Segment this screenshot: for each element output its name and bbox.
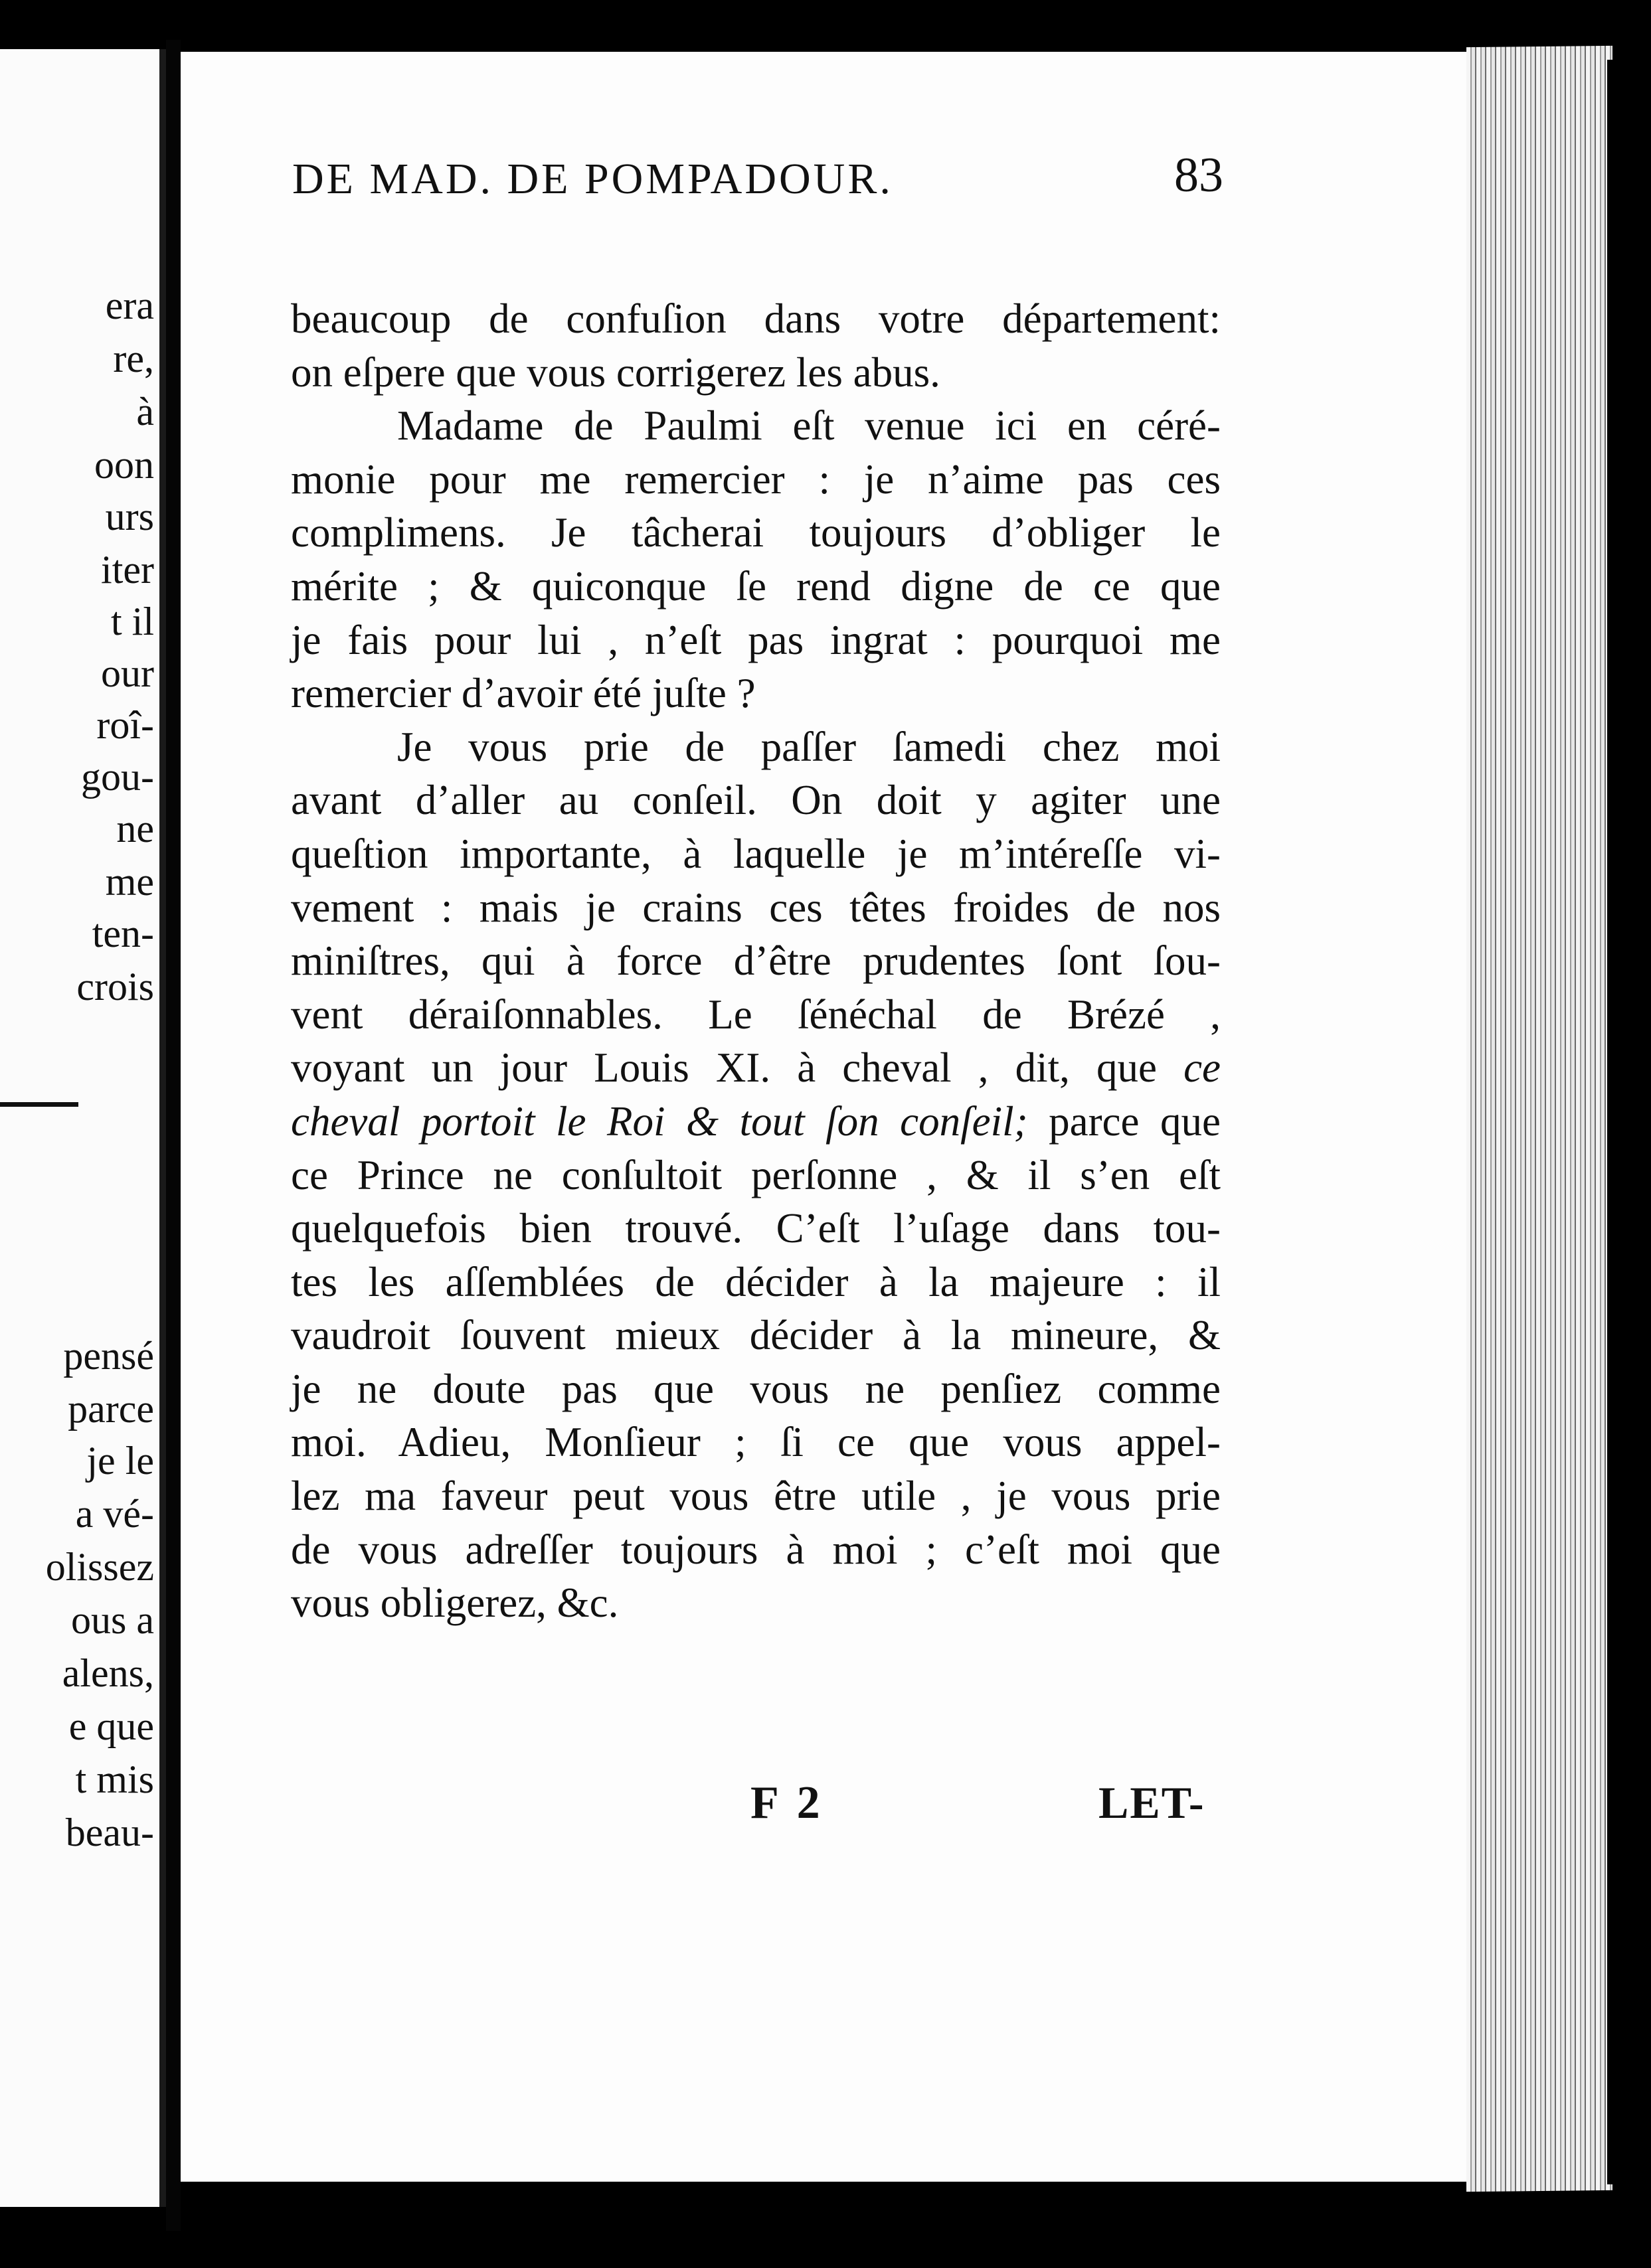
text-line: je ne doute pas que vous ne penſiez comme: [291, 1365, 1221, 1412]
left-page-fragment: je le: [86, 1439, 154, 1483]
text-line: ce Prince ne conſultoit perſonne , & il s’en eſt: [291, 1151, 1221, 1198]
text-line: queſtion importante, à laquelle je m’intéreſſe vi-: [291, 830, 1221, 877]
left-page-fragment: crois: [76, 965, 154, 1009]
left-page-fragment: oon: [94, 443, 154, 487]
text-line: vous obligerez, &c.: [291, 1580, 619, 1627]
text-line: vent déraiſonnables. Le ſénéchal de Brézé ,: [291, 991, 1221, 1038]
left-page-fragment: e que: [68, 1704, 154, 1748]
left-page-fragment: t il: [110, 600, 154, 643]
page-edges: [1466, 46, 1612, 2192]
text-line: je fais pour lui , n’eſt pas ingrat : pourquoi me: [291, 616, 1221, 663]
text-line: complimens. Je tâcherai toujours d’obliger le: [291, 509, 1221, 556]
text-line: lez ma faveur peut vous être utile , je vous prie: [291, 1473, 1221, 1520]
left-page-fragment: parce: [68, 1387, 154, 1431]
text-line: vement : mais je crains ces têtes froides de nos: [291, 884, 1221, 931]
left-page-fragment: olissez: [45, 1545, 154, 1589]
left-page: [0, 49, 166, 2207]
catchword: LET-: [1098, 1777, 1205, 1828]
left-page-fragment: urs: [105, 495, 154, 538]
text-line: cheval portoit le Roi & tout ſon conſeil; parce que: [291, 1097, 1221, 1145]
left-page-fragment: beau-: [65, 1811, 154, 1854]
text-line: mérite ; & quiconque ſe rend digne de ce que: [291, 562, 1221, 609]
left-page-fragment: me: [105, 860, 154, 904]
left-page-rule: [0, 1102, 78, 1107]
text-line: on eſpere que vous corrigerez les abus.: [291, 349, 940, 396]
left-page-fragment: à: [136, 390, 154, 434]
text-line: vaudroit ſouvent mieux décider à la mineure, &: [291, 1312, 1221, 1359]
body-text: [291, 292, 1221, 1630]
left-page-fragment: t mis: [75, 1757, 154, 1801]
text-line: de vous adreſſer toujours à moi ; c’eſt moi que: [291, 1526, 1221, 1573]
left-page-fragment: re,: [113, 337, 154, 380]
text-line: quelquefois bien trouvé. C’eſt l’uſage dans tou-: [291, 1205, 1221, 1252]
text-line: avant d’aller au conſeil. On doit y agiter une: [291, 777, 1221, 824]
text-line: Je vous prie de paſſer ſamedi chez moi: [397, 723, 1221, 770]
left-page-fragment: pensé: [63, 1334, 154, 1378]
left-page-fragment: ous a: [71, 1598, 154, 1642]
left-page-fragment: roî-: [96, 703, 154, 747]
text-line: remercier d’avoir été juſte ?: [291, 670, 756, 717]
left-page-fragment: iter: [101, 548, 154, 592]
text-line: monie pour me remercier : je n’aime pas ces: [291, 455, 1221, 503]
text-line: miniſtres, qui à force d’être prudentes ſont ſou-: [291, 937, 1221, 985]
text-line: tes les aſſemblées de décider à la majeure : il: [291, 1258, 1221, 1305]
book-gutter: [166, 40, 181, 2231]
page-number: 83: [1174, 148, 1223, 202]
running-head: DE MAD. DE POMPADOUR.: [292, 155, 893, 203]
page-edges-shadow: [1607, 60, 1651, 2184]
text-line: moi. Adieu, Monſieur ; ſi ce que vous appel-: [291, 1419, 1221, 1466]
left-page-fragment: our: [101, 651, 154, 695]
left-page-fragment: ne: [116, 807, 154, 850]
left-page-fragment: alens,: [62, 1651, 154, 1695]
left-page-fragment: ten-: [92, 912, 154, 955]
left-page-fragment: era: [105, 284, 154, 327]
text-line: beaucoup de confuſion dans votre département:: [291, 295, 1221, 342]
text-line: Madame de Paulmi eſt venue ici en céré-: [397, 402, 1221, 449]
left-page-fragment: gou-: [81, 755, 154, 799]
signature-mark: F 2: [750, 1777, 824, 1828]
left-page-fragment: a vé-: [75, 1492, 154, 1536]
text-line: voyant un jour Louis XI. à cheval , dit, que ce: [291, 1044, 1221, 1092]
